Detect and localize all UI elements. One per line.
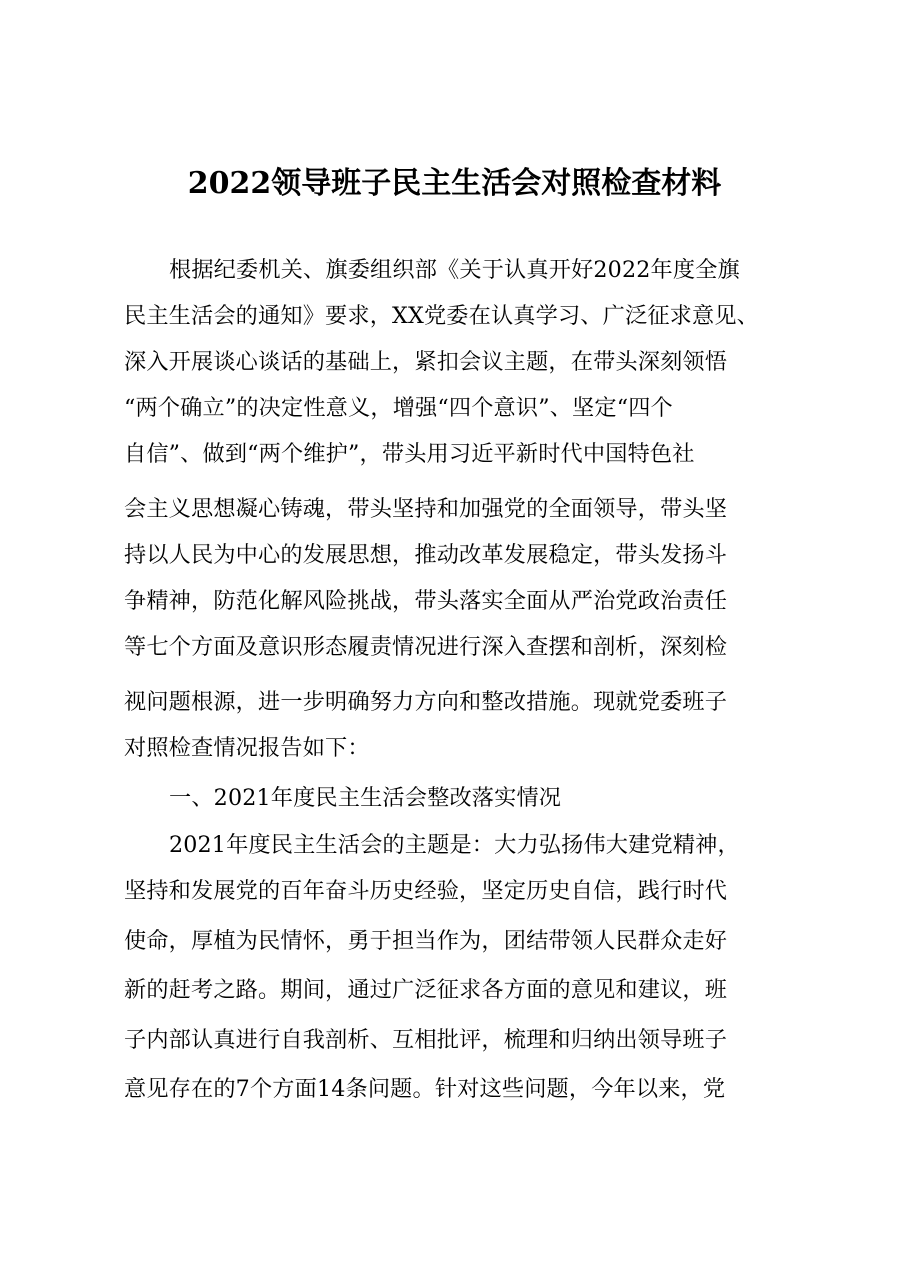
paragraph-1-line-11: 对照检查情况报告如下： <box>124 735 370 761</box>
paragraph-2-line-2: 坚持和发展党的百年奋斗历史经验，坚定历史自信，践行时代 <box>124 878 728 904</box>
paragraph-1-line-1: 根据纪委机关、旗委组织部《关于认真开好2022年度全旗 <box>169 257 740 283</box>
paragraph-1-line-2: 民主生活会的通知》要求，XX党委在认真学习、广泛征求意见、 <box>124 303 760 329</box>
paragraph-1-line-10: 视问题根源，进一步明确努力方向和整改措施。现就党委班子 <box>124 689 728 715</box>
paragraph-1-line-6: 会主义思想凝心铸魂，带头坚持和加强党的全面领导，带头坚 <box>124 496 728 522</box>
paragraph-1-line-3: 深入开展谈心谈话的基础上，紧扣会议主题，在带头深刻领悟 <box>124 349 728 375</box>
document-title: 2022领导班子民主生活会对照检查材料 <box>187 166 722 201</box>
paragraph-2-line-6: 意见存在的7个方面14条问题。针对这些问题，今年以来，党 <box>124 1076 726 1102</box>
paragraph-1-line-4: “两个确立”的决定性意义，增强“四个意识”、坚定“四个 <box>124 395 673 421</box>
paragraph-2-line-1: 2021年度民主生活会的主题是：大力弘扬伟大建党精神， <box>169 832 740 858</box>
paragraph-1-line-7: 持以人民为中心的发展思想，推动改革发展稳定，带头发扬斗 <box>124 542 728 568</box>
paragraph-1-line-9: 等七个方面及意识形态履责情况进行深入查摆和剖析，深刻检 <box>124 634 728 660</box>
section-heading-1: 一、2021年度民主生活会整改落实情况 <box>169 785 562 811</box>
paragraph-1-line-5: 自信”、做到“两个维护”，带头用习近平新时代中国特色社 <box>124 441 695 467</box>
paragraph-2-line-3: 使命，厚植为民情怀，勇于担当作为，团结带领人民群众走好 <box>124 928 728 954</box>
paragraph-2-line-4: 新的赶考之路。期间，通过广泛征求各方面的意见和建议，班 <box>124 977 728 1003</box>
paragraph-2-line-5: 子内部认真进行自我剖析、互相批评，梳理和归纳出领导班子 <box>124 1027 728 1053</box>
paragraph-1-line-8: 争精神，防范化解风险挑战，带头落实全面从严治党政治责任 <box>124 588 728 614</box>
